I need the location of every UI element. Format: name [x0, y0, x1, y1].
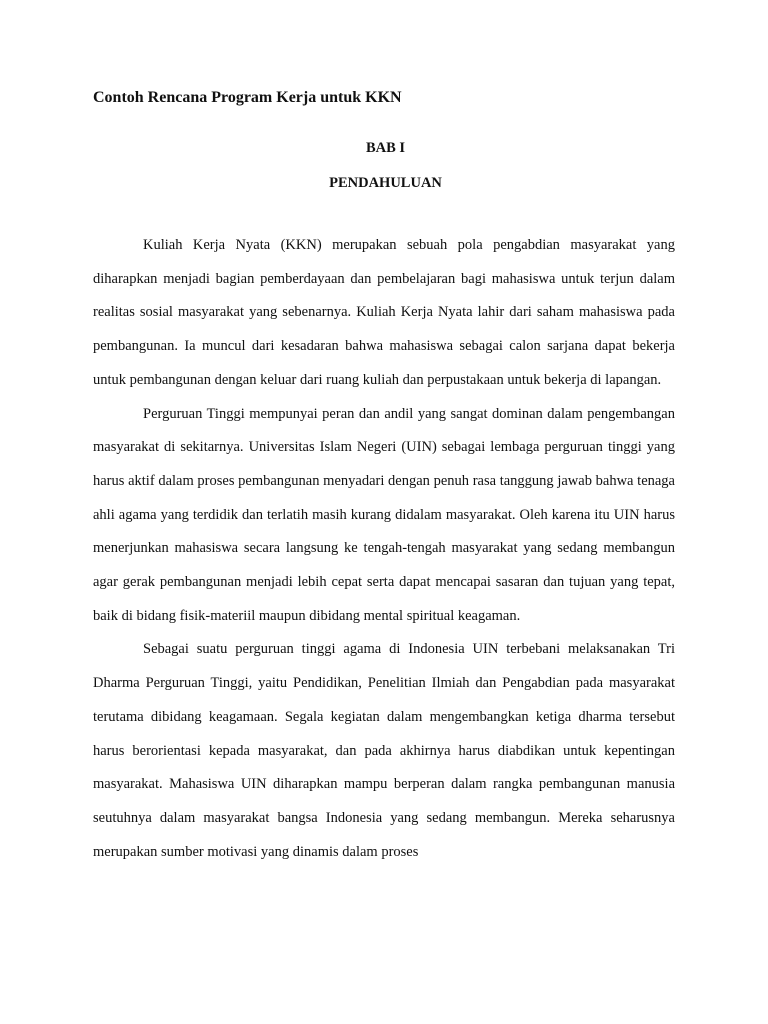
paragraph: Kuliah Kerja Nyata (KKN) merupakan sebuah pola pengabdian masyarakat yang diharapkan menjadi bagian pemberdayaan dan pembelajaran bagi mahasiswa untuk terjun dalam realitas sosial masyarakat yang sebenarnya. Kuliah Kerja Nyata lahir dari saham mahasiswa pada pembangunan. Ia muncul dari kesadaran bahwa mahasiswa sebagai calon sarjana dapat bekerja untuk pembangunan dengan keluar dari ruang kuliah dan perpustakaan untuk bekerja di lapangan.: [93, 237, 675, 388]
chapter-number: BAB I: [365, 140, 406, 156]
paragraph: Perguruan Tinggi mempunyai peran dan andil yang sangat dominan dalam pengembangan masyarakat di sekitarnya. Universitas Islam Negeri (UIN) sebagai lembaga perguruan tinggi yang harus aktif dalam proses pembangunan menyadari dengan penuh rasa tanggung jawab bahwa tenaga ahli agama yang terdidik dan terlatih masih kurang didalam masyarakat. Oleh karena itu UIN harus menerjunkan mahasiswa secara langsung ke tengah-tengah masyarakat yang sedang membangun agar gerak pembangunan menjadi lebih cepat serta dapat mencapai sasaran dan tujuan yang tepat, baik di bidang fisik-materiil maupun dibidang mental spiritual keagaman.: [93, 405, 675, 624]
document-title: Contoh Rencana Program Kerja untuk KKN: [93, 89, 402, 106]
paragraph: Sebagai suatu perguruan tinggi agama di Indonesia UIN terbebani melaksanakan Tri Dharma Perguruan Tinggi, yaitu Pendidikan, Penelitian Ilmiah dan Pengabdian pada masyarakat terutama dibidang keagamaan. Segala kegiatan dalam mengembangkan ketiga dharma tersebut harus berorientasi kepada masyarakat, dan pada akhirnya harus diabdikan untuk kepentingan masyarakat. Mahasiswa UIN diharapkan mampu berperan dalam rangka pembangunan manusia seutuhnya dalam masyarakat bangsa Indonesia yang sedang membangun. Mereka seharusnya merupakan sumber motivasi yang dinamis dalam proses: [93, 641, 675, 860]
chapter-title: PENDAHULUAN: [329, 175, 442, 191]
body-text: [93, 229, 675, 869]
